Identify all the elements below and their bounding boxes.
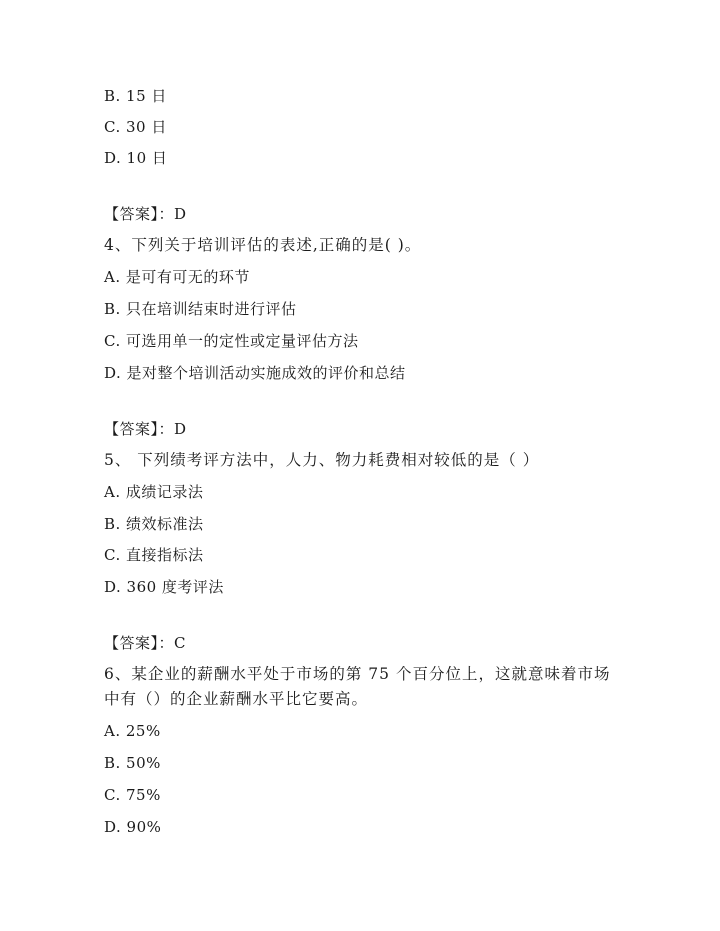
q6-option-b: B. 50% <box>104 754 161 772</box>
q5-answer: 【答案】：C <box>104 634 186 652</box>
q3-option-d: D. 10 日 <box>104 149 168 167</box>
q3-option-b: B. 15 日 <box>104 87 167 105</box>
q5-option-d: D. 360 度考评法 <box>104 578 224 596</box>
q5-option-b: B. 绩效标准法 <box>104 515 204 533</box>
q6-option-c: C. 75% <box>104 786 161 804</box>
q4-question: 4、下列关于培训评估的表述,正确的是( )。 <box>104 236 422 254</box>
q5-option-c: C. 直接指标法 <box>104 546 204 564</box>
q4-option-c: C. 可选用单一的定性或定量评估方法 <box>104 332 359 350</box>
q4-option-b: B. 只在培训结束时进行评估 <box>104 300 297 318</box>
q6-option-a: A. 25% <box>104 722 161 740</box>
q6-question-line1: 6、某企业的薪酬水平处于市场的第 75 个百分位上，这就意味着市场 <box>104 665 611 683</box>
q4-answer: 【答案】：D <box>104 420 187 438</box>
q4-option-a: A. 是可有可无的环节 <box>104 268 250 286</box>
q6-question-line2: 中有（）的企业薪酬水平比它要高。 <box>104 690 369 708</box>
q4-option-d: D. 是对整个培训活动实施成效的评价和总结 <box>104 364 406 382</box>
q3-option-c: C. 30 日 <box>104 118 167 136</box>
q6-option-d: D. 90% <box>104 818 162 836</box>
q5-option-a: A. 成绩记录法 <box>104 483 204 501</box>
q5-question: 5、 下列绩考评方法中，人力、物力耗费相对较低的是（ ） <box>104 451 540 469</box>
q3-answer: 【答案】：D <box>104 205 187 223</box>
